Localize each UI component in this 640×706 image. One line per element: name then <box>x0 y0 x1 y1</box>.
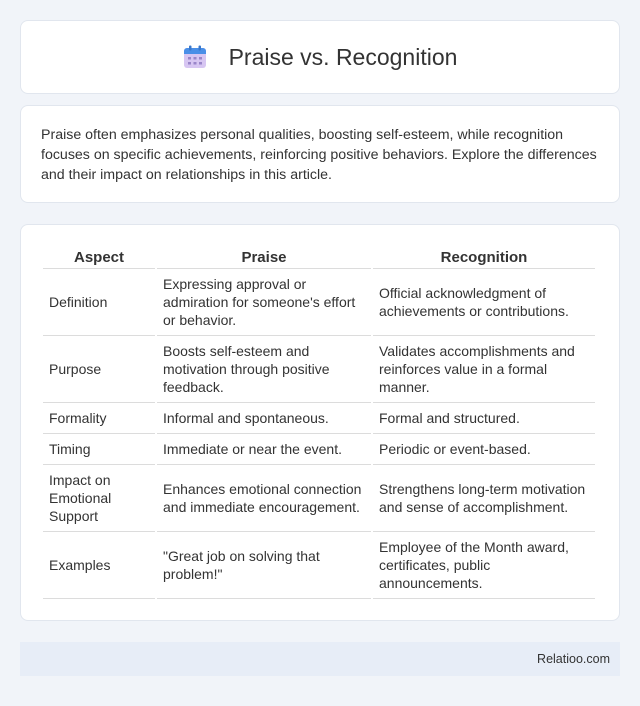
row-praise: Immediate or near the event. <box>157 434 371 465</box>
row-praise: Informal and spontaneous. <box>157 403 371 434</box>
header-recognition: Recognition <box>373 245 595 269</box>
page-title: Praise vs. Recognition <box>228 43 458 70</box>
row-recognition: Validates accomplishments and reinforces value in a formal manner. <box>373 336 595 403</box>
row-recognition: Strengthens long-term motivation and sense of accomplishment. <box>373 465 595 532</box>
row-praise: Expressing approval or admiration for someone's effort or behavior. <box>157 269 371 336</box>
table-header-row <box>43 245 595 269</box>
table-row <box>43 532 595 599</box>
title-card <box>20 20 620 94</box>
row-aspect: Definition <box>43 269 155 336</box>
row-aspect: Impact on Emotional Support <box>43 465 155 532</box>
row-praise: "Great job on solving that problem!" <box>157 532 371 599</box>
row-aspect: Examples <box>43 532 155 599</box>
table-row <box>43 403 595 434</box>
row-aspect: Purpose <box>43 336 155 403</box>
row-praise: Enhances emotional connection and immediate encouragement. <box>157 465 371 532</box>
footer <box>20 642 620 676</box>
table-row <box>43 269 595 336</box>
table-row <box>43 336 595 403</box>
intro-card <box>20 105 620 203</box>
row-aspect: Timing <box>43 434 155 465</box>
comparison-table-card <box>20 224 620 621</box>
row-recognition: Periodic or event-based. <box>373 434 595 465</box>
calendar-icon <box>183 45 207 69</box>
footer-brand: Relatioo.com <box>537 652 610 666</box>
row-recognition: Formal and structured. <box>373 403 595 434</box>
row-praise: Boosts self-esteem and motivation through positive feedback. <box>157 336 371 403</box>
comparison-table <box>41 245 597 599</box>
row-recognition: Official acknowledgment of achievements or contributions. <box>373 269 595 336</box>
row-aspect: Formality <box>43 403 155 434</box>
header-aspect: Aspect <box>43 245 155 269</box>
row-recognition: Employee of the Month award, certificates, public announcements. <box>373 532 595 599</box>
table-row <box>43 434 595 465</box>
header-praise: Praise <box>157 245 371 269</box>
table-row <box>43 465 595 532</box>
intro-text: Praise often emphasizes personal qualities, boosting self-esteem, while recognition focuses on specific achievements, reinforcing positive behaviors. Explore the differences and their impact on relationships in this article. <box>41 127 597 183</box>
